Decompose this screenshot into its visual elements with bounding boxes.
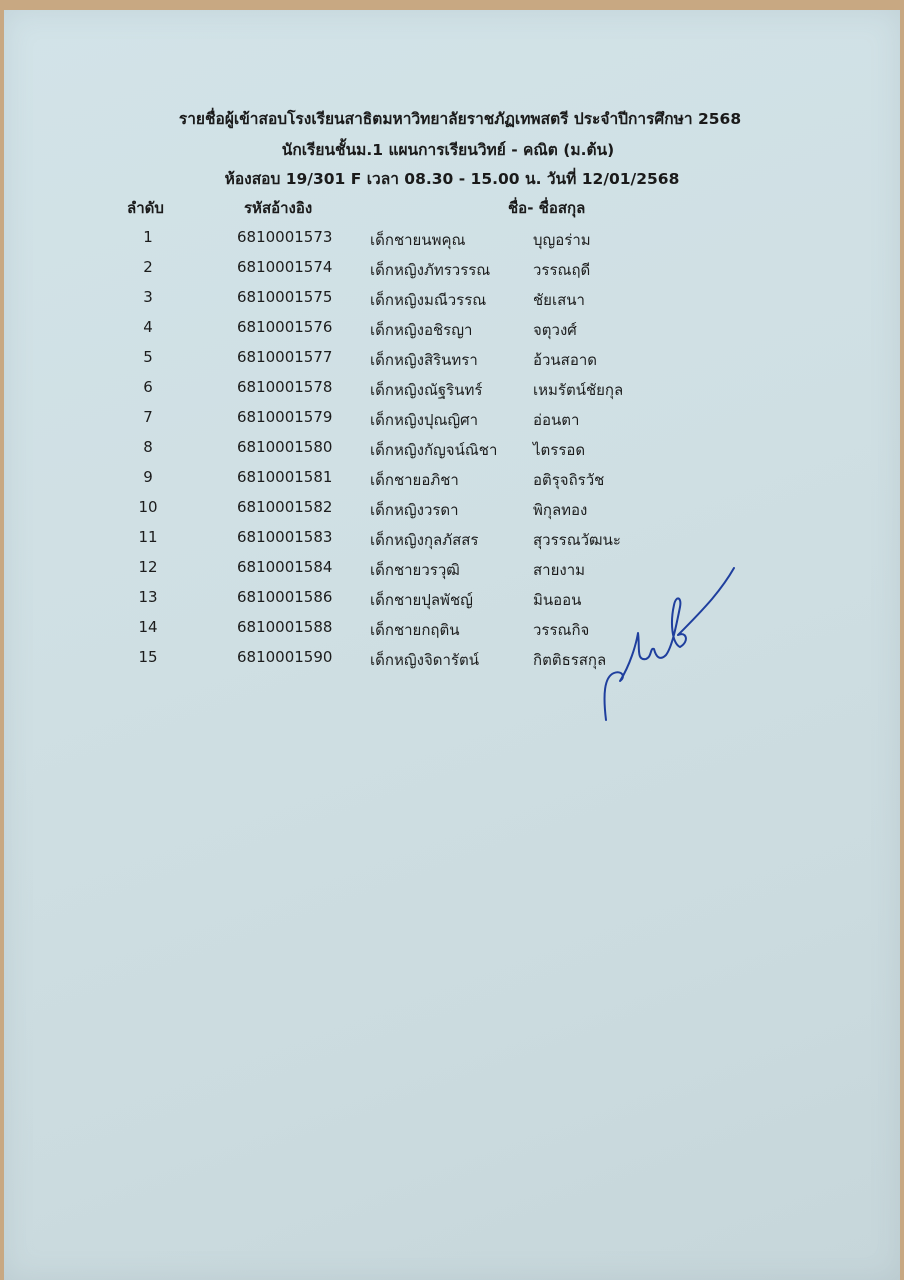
row-number: 1 [143,228,153,246]
last-name: เหมรัตน์ชัยกุล [533,381,624,399]
first-name: เด็กหญิงวรดา [370,501,459,519]
table-row [0,645,904,675]
column-header-code: รหัสอ้างอิง [244,199,313,217]
table-row [0,435,904,465]
first-name: เด็กหญิงปุณญิศา [370,411,479,429]
reference-code: 6810001575 [237,288,333,306]
row-number: 12 [138,558,158,576]
row-number: 6 [143,378,153,396]
row-number: 9 [143,468,153,486]
row-number: 3 [143,288,153,306]
reference-code: 6810001579 [237,408,333,426]
table-row [0,375,904,405]
student-list [0,225,904,675]
reference-code: 6810001588 [237,618,333,636]
first-name: เด็กหญิงอชิรญา [370,321,473,339]
handwritten-signature [600,565,740,725]
last-name: อ้วนสอาด [533,351,598,369]
exam-room-info: ห้องสอบ 19/301 F เวลา 08.30 - 15.00 น. วันที่ 12/01/2568 [224,170,680,188]
row-number: 13 [138,588,158,606]
first-name: เด็กชายปุลพัชญ์ [370,591,473,609]
row-number: 8 [143,438,153,456]
reference-code: 6810001583 [237,528,333,546]
document-title: รายชื่อผู้เข้าสอบโรงเรียนสาธิตมหาวิทยาลัยราชภัฏเทพสตรี ประจำปีการศึกษา 2568 [178,110,742,128]
reference-code: 6810001590 [237,648,333,666]
last-name: กิตติธรสกุล [533,651,607,669]
table-row [0,405,904,435]
table-row [0,525,904,555]
last-name: จตุวงศ์ [533,321,577,339]
reference-code: 6810001574 [237,258,333,276]
reference-code: 6810001580 [237,438,333,456]
first-name: เด็กหญิงจิดารัตน์ [370,651,479,669]
last-name: ไตรรอด [533,441,586,459]
first-name: เด็กหญิงสิรินทรา [370,351,478,369]
row-number: 11 [138,528,158,546]
row-number: 10 [138,498,158,516]
reference-code: 6810001584 [237,558,333,576]
first-name: เด็กชายนพคุณ [370,231,466,249]
last-name: อติรุจถิรวัช [533,471,605,489]
row-number: 7 [143,408,153,426]
table-row [0,465,904,495]
table-row [0,555,904,585]
row-number: 5 [143,348,153,366]
first-name: เด็กหญิงมณีวรรณ [370,291,487,309]
first-name: เด็กชายอภิชา [370,471,459,489]
first-name: เด็กหญิงกัญจน์ณิชา [370,441,498,459]
row-number: 2 [143,258,153,276]
reference-code: 6810001578 [237,378,333,396]
row-number: 14 [138,618,158,636]
last-name: อ่อนตา [533,411,580,429]
last-name: วรรณฤดี [533,261,591,279]
first-name: เด็กหญิงณัฐรินทร์ [370,381,483,399]
last-name: มินออน [533,591,582,609]
first-name: เด็กหญิงภัทรวรรณ [370,261,491,279]
table-row [0,315,904,345]
row-number: 4 [143,318,153,336]
first-name: เด็กชายวรวุฒิ [370,561,460,579]
row-number: 15 [138,648,158,666]
last-name: บุญอร่าม [533,231,591,249]
reference-code: 6810001576 [237,318,333,336]
table-row [0,285,904,315]
last-name: ชัยเสนา [533,291,585,309]
table-row [0,255,904,285]
table-row [0,615,904,645]
table-row [0,225,904,255]
table-row [0,345,904,375]
last-name: วรรณกิจ [533,621,590,639]
document-subtitle: นักเรียนชั้นม.1 แผนการเรียนวิทย์ - คณิต (ม.ต้น) [281,141,615,159]
last-name: สุวรรณวัฒนะ [533,531,621,549]
last-name: พิกุลทอง [533,501,588,519]
first-name: เด็กชายกฤติน [370,621,460,639]
first-name: เด็กหญิงกุลภัสสร [370,531,479,549]
reference-code: 6810001582 [237,498,333,516]
reference-code: 6810001577 [237,348,333,366]
last-name: สายงาม [533,561,586,579]
column-header-name: ชื่อ- ชื่อสกุล [508,199,586,217]
reference-code: 6810001586 [237,588,333,606]
reference-code: 6810001581 [237,468,333,486]
table-row [0,585,904,615]
reference-code: 6810001573 [237,228,333,246]
column-header-number: ลำดับ [127,199,164,217]
table-row [0,495,904,525]
